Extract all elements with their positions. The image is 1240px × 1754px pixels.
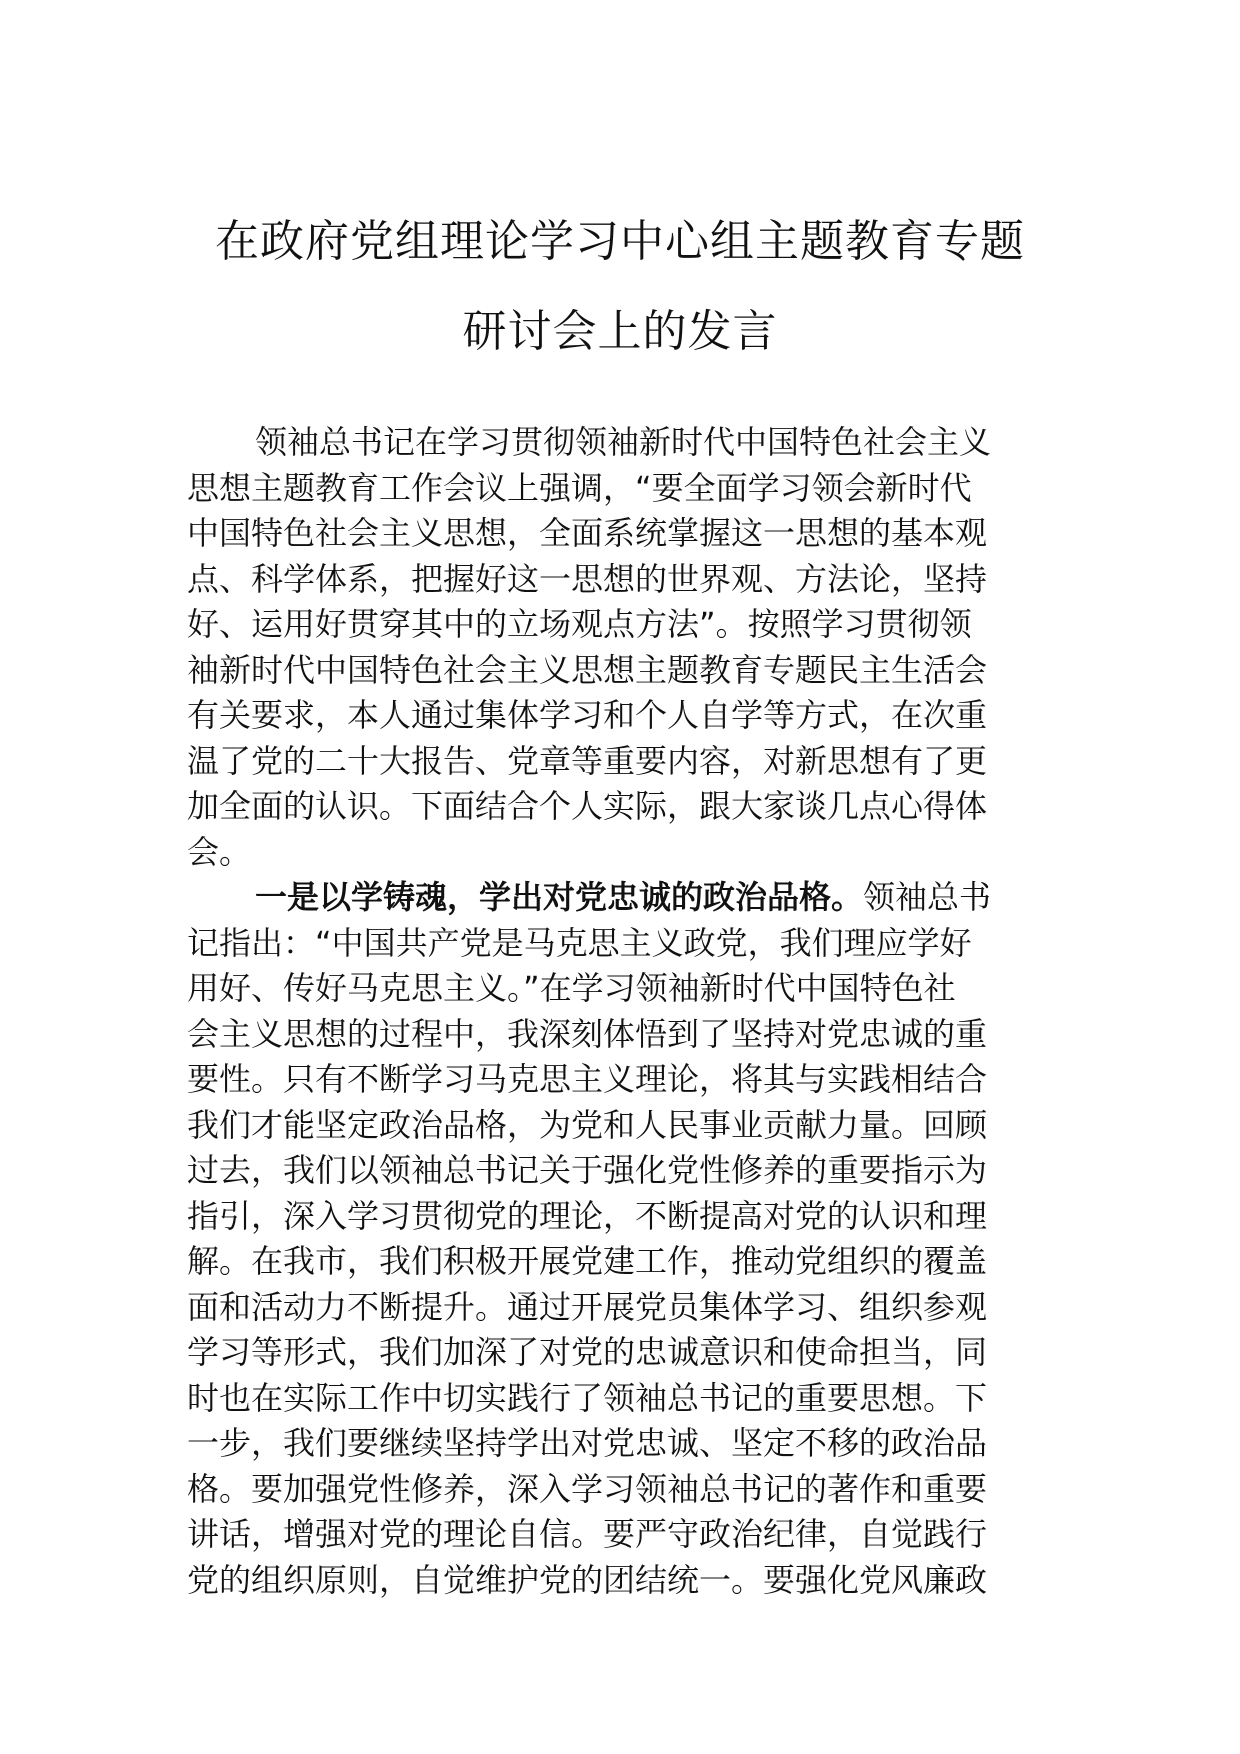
paragraph-text: 领袖总书 bbox=[863, 878, 992, 916]
paragraph-line: 好、运用好贯穿其中的立场观点方法”。按照学习贯彻领 bbox=[187, 605, 972, 643]
paragraph-line: 讲话，增强对党的理论自信。要严守政治纪律，自觉践行 bbox=[187, 1515, 988, 1553]
paragraph-line: 点、科学体系，把握好这一思想的世界观、方法论，坚持 bbox=[187, 559, 988, 598]
paragraph-line: 记指出：“中国共产党是马克思主义政党，我们理应学好 bbox=[187, 923, 972, 962]
paragraph-heading-line bbox=[187, 875, 1057, 921]
paragraph-line: 学习等形式，我们加深了对党的忠诚意识和使命担当，同 bbox=[187, 1333, 988, 1371]
paragraph-line: 用好、传好马克思主义。”在学习领袖新时代中国特色社 bbox=[187, 969, 956, 1007]
paragraph-line: 加全面的认识。下面结合个人实际，跟大家谈几点心得体 bbox=[187, 787, 988, 825]
paragraph-line: 格。要加强党性修养，深入学习领袖总书记的著作和重要 bbox=[187, 1469, 988, 1508]
paragraph-line: 党的组织原则，自觉维护党的团结统一。要强化党风廉政 bbox=[187, 1560, 988, 1599]
paragraph-line: 有关要求，本人通过集体学习和个人自学等方式，在次重 bbox=[187, 696, 988, 734]
paragraph-line: 要性。只有不断学习马克思主义理论，将其与实践相结合 bbox=[187, 1060, 988, 1098]
document-body bbox=[187, 420, 1057, 1603]
paragraph-line: 袖新时代中国特色社会主义思想主题教育专题民主生活会 bbox=[187, 650, 988, 689]
paragraph-line: 领袖总书记在学习贯彻领袖新时代中国特色社会主义 bbox=[255, 423, 992, 461]
paragraph-line: 面和活动力不断提升。通过开展党员集体学习、组织参观 bbox=[187, 1287, 988, 1326]
title-line: 在政府党组理论学习中心组主题教育专题 bbox=[215, 216, 1025, 267]
paragraph-line: 温了党的二十大报告、党章等重要内容，对新思想有了更 bbox=[187, 741, 988, 780]
paragraph-line: 会主义思想的过程中，我深刻体悟到了坚持对党忠诚的重 bbox=[187, 1014, 988, 1053]
paragraph-line: 中国特色社会主义思想，全面系统掌握这一思想的基本观 bbox=[187, 514, 988, 552]
title-line: 研讨会上的发言 bbox=[462, 306, 778, 357]
paragraph-line: 指引，深入学习贯彻党的理论，不断提高对党的认识和理 bbox=[187, 1196, 988, 1235]
paragraph-line: 我们才能坚定政治品格，为党和人民事业贡献力量。回顾 bbox=[187, 1105, 988, 1144]
paragraph-line: 会。 bbox=[187, 832, 252, 871]
section-heading: 一是以学铸魂，学出对党忠诚的政治品格。 bbox=[255, 878, 864, 916]
paragraph-line: 过去，我们以领袖总书记关于强化党性修养的重要指示为 bbox=[187, 1151, 988, 1189]
paragraph-line: 解。在我市，我们积极开展党建工作，推动党组织的覆盖 bbox=[187, 1242, 988, 1280]
document-title bbox=[150, 197, 1090, 377]
paragraph-line: 思想主题教育工作会议上强调，“要全面学习领会新时代 bbox=[187, 468, 972, 507]
paragraph-line: 一步，我们要继续坚持学出对党忠诚、坚定不移的政治品 bbox=[187, 1424, 988, 1462]
paragraph-line: 时也在实际工作中切实践行了领袖总书记的重要思想。下 bbox=[187, 1378, 988, 1417]
